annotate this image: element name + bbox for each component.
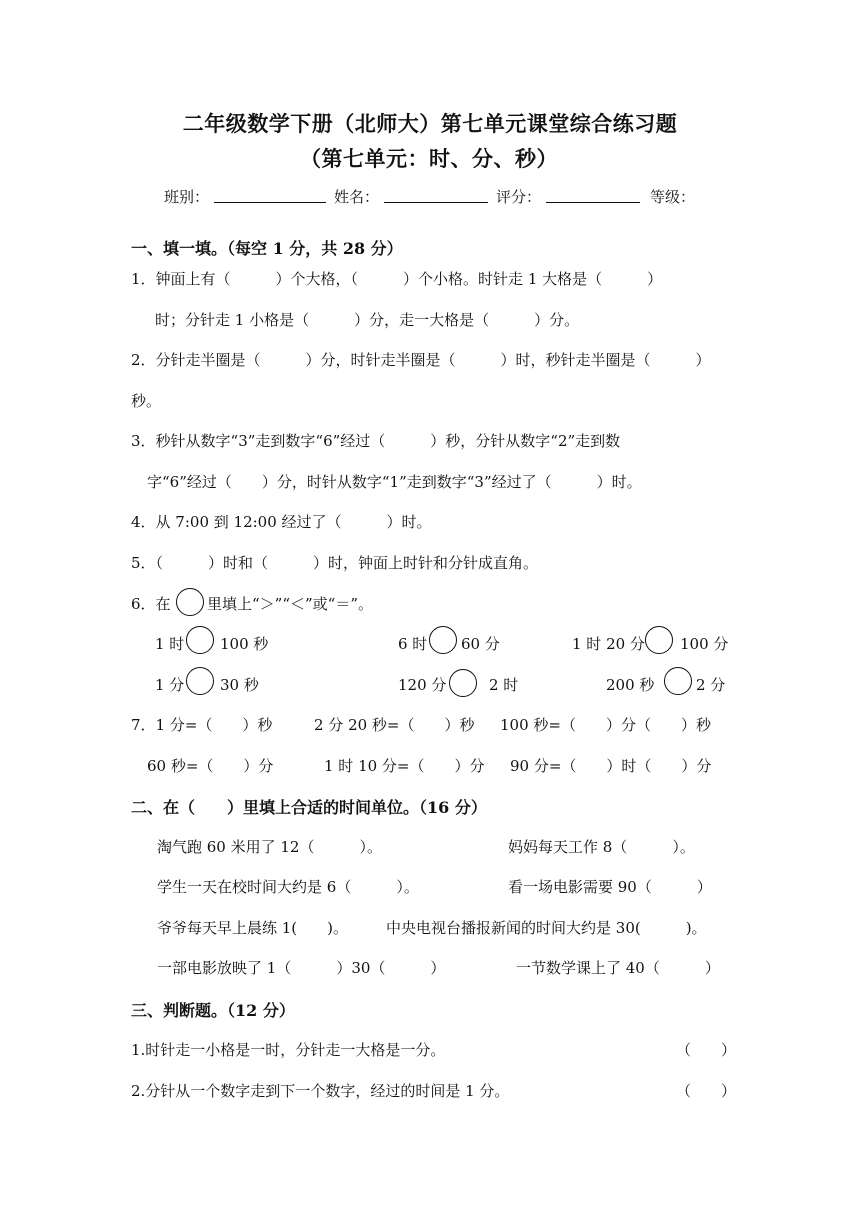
- conversion-item: 90 分=（ ）时（ ）分: [510, 757, 712, 775]
- compare-right: 2 分: [696, 676, 726, 694]
- class-label: 班别：: [164, 188, 210, 206]
- unit-item: 看一场电影需要 90（ ）: [508, 878, 712, 896]
- unit-item: 中央电视台播报新闻的时间大约是 30( )。: [386, 919, 707, 937]
- compare-left: 1 分: [155, 676, 185, 694]
- question-3-line-1: 3．秒针从数字“3”走到数字“6”经过（ ）秒，分针从数字“2”走到数: [131, 432, 621, 450]
- compare-left: 1 时 20 分: [572, 635, 645, 653]
- unit-item: 爷爷每天早上晨练 1( )。: [157, 919, 349, 937]
- compare-circle[interactable]: [645, 626, 673, 654]
- judgment-blank[interactable]: （ ）: [676, 1041, 737, 1059]
- conversion-item: 60 秒=（ ）分: [147, 757, 274, 775]
- question-1-line-2: 时；分针走 1 小格是（ ）分，走一大格是（ ）分。: [155, 311, 580, 329]
- compare-left: 6 时: [398, 635, 428, 653]
- compare-right: 100 秒: [220, 635, 269, 653]
- compare-circle[interactable]: [664, 667, 692, 695]
- page-title: 二年级数学下册（北师大）第七单元课堂综合练习题: [182, 111, 678, 136]
- compare-left: 200 秒: [606, 676, 655, 694]
- judgment-blank[interactable]: （ ）: [676, 1082, 737, 1100]
- judgment-item: 2.分针从一个数字走到下一个数字，经过的时间是 1 分。: [131, 1082, 510, 1100]
- unit-item: 一节数学课上了 40（ ）: [516, 959, 720, 977]
- section-3-heading: 三、判断题。（12 分）: [131, 1001, 295, 1020]
- question-6-prefix: 6．在: [131, 595, 171, 613]
- conversion-item: 100 秒=（ ）分（ ）秒: [500, 716, 711, 734]
- name-label: 姓名：: [334, 188, 380, 206]
- question-4: 4．从 7:00 到 12:00 经过了（ ）时。: [131, 513, 432, 531]
- question-1-line-1: 1．钟面上有（ ）个大格，（ ）个小格。时针走 1 大格是（ ）: [131, 270, 663, 288]
- score-label: 评分：: [496, 188, 542, 206]
- conversion-item: 2 分 20 秒=（ ）秒: [314, 716, 475, 734]
- compare-right: 2 时: [489, 676, 519, 694]
- compare-circle[interactable]: [186, 667, 214, 695]
- section-2-heading: 二、在（ ）里填上合适的时间单位。（16 分）: [131, 798, 487, 817]
- question-2-line-1: 2．分针走半圈是（ ）分，时针走半圈是（ ）时，秒针走半圈是（ ）: [131, 351, 711, 369]
- compare-right: 60 分: [461, 635, 500, 653]
- unit-item: 学生一天在校时间大约是 6（ ）。: [157, 878, 419, 896]
- compare-left: 120 分: [398, 676, 447, 694]
- compare-circle[interactable]: [429, 626, 457, 654]
- compare-circle[interactable]: [186, 626, 214, 654]
- page-subtitle: （第七单元：时、分、秒）: [300, 146, 558, 171]
- judgment-item: 1.时针走一小格是一时，分针走一大格是一分。: [131, 1041, 446, 1059]
- conversion-item: 7．1 分=（ ）秒: [131, 716, 273, 734]
- question-5: 5．（ ）时和（ ）时，钟面上时针和分针成直角。: [131, 554, 539, 572]
- unit-item: 一部电影放映了 1（ ）30（ ）: [157, 959, 446, 977]
- section-1-heading: 一、填一填。（每空 1 分，共 28 分）: [131, 239, 403, 258]
- name-blank[interactable]: [384, 188, 488, 203]
- unit-item: 淘气跑 60 米用了 12（ ）。: [157, 838, 382, 856]
- grade-label: 等级：: [650, 188, 696, 206]
- class-blank[interactable]: [214, 188, 326, 203]
- score-blank[interactable]: [546, 188, 640, 203]
- compare-circle[interactable]: [449, 669, 477, 697]
- compare-right: 30 秒: [220, 676, 259, 694]
- comparison-circle-example: [176, 588, 204, 616]
- compare-right: 100 分: [680, 635, 729, 653]
- conversion-item: 1 时 10 分=（ ）分: [324, 757, 485, 775]
- unit-item: 妈妈每天工作 8（ ）。: [508, 838, 695, 856]
- question-3-line-2: 字“6”经过（ ）分，时针从数字“1”走到数字“3”经过了（ ）时。: [147, 473, 642, 491]
- question-2-line-2: 秒。: [131, 392, 162, 410]
- compare-left: 1 时: [155, 635, 185, 653]
- question-6-instruction: 里填上“＞”“＜”或“＝”。: [207, 595, 374, 613]
